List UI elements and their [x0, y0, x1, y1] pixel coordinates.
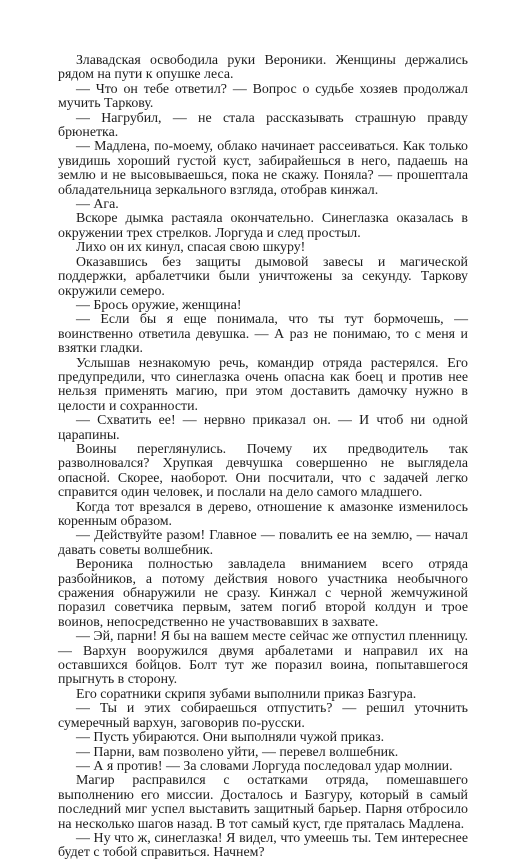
paragraph: Вероника полностью завладела вниманием всего отряда разбойников, а потому действия нового участника необычного сражения обнаружили не сразу. Кинжал с черной жемчужиной поразил советчика первым, затем погиб второй колдун и трое воинов, непосредственно не участвовавших в захвате. [58, 557, 468, 630]
paragraph: — Схватить ее! — нервно приказал он. — И чтоб ни одной царапины. [58, 413, 468, 443]
book-page [58, 54, 468, 861]
paragraph: Его соратники скрипя зубами выполнили приказ Базгура. [76, 686, 417, 702]
paragraph: — Мадлена, по-моему, облако начинает рассеиваться. Как только увидишь хороший густой куст, забирайешься в него, падаешь на землю и не высовываешься, пока не скажу. Поняла? — прошептала обладательница зеркального взгляда, отобрав кинжал. [58, 139, 468, 198]
paragraph: — Ты и этих собираешься отпустить? — решил уточнить сумеречный вархун, заговорив по-русски. [58, 701, 468, 731]
paragraph: — Ага. [76, 197, 119, 213]
paragraph: Вскоре дымка растаяла окончательно. Синеглазка оказалась в окружении трех стрелков. Лоргуда и след простыл. [58, 211, 468, 241]
paragraph: Лихо он их кинул, спасая свою шкуру! [76, 240, 306, 256]
paragraph: — Брось оружие, женщина! [76, 297, 242, 313]
paragraph: — Нагрубил, — не стала рассказывать страшную правду брюнетка. [58, 110, 468, 141]
paragraph: — Парни, вам позволено уйти, — перевел волшебник. [76, 744, 399, 760]
paragraph: Воины переглянулись. Почему их предводитель так разволновался? Хрупкая девчушка совершенно не выглядела опасной. Скорее, наоборот. Они посчитали, что с задачей легко справится один человек, и послали на дело самого младшего. [58, 441, 468, 501]
paragraph: — Если бы я еще понимала, что ты тут бормочешь, — воинственно ответила девушка. — А раз не понимаю, то с меня и взятки гладки. [58, 312, 468, 357]
paragraph: — Эй, парни! Я бы на вашем месте сейчас же отпустил пленницу. — Вархун вооружился двумя арбалетами и направил их на оставшихся бойцов. Болт тут же поразил воина, попытавшегося прыгнуть в сторону. [58, 629, 468, 688]
paragraph: Оказавшись без защиты дымовой завесы и магической поддержки, арбалетчики были уничтожены за секунду. Таркову окружили семеро. [58, 254, 468, 299]
paragraph: — Что он тебе ответил? — Вопрос о судьбе хозяев продолжал мучить Таркову. [58, 81, 468, 112]
paragraph: Когда тот врезался в дерево, отношение к амазонке изменилось коренным образом. [58, 499, 468, 529]
paragraph: — Пусть убираются. Они выполняли чужой приказ. [76, 730, 385, 746]
paragraph: Магир расправился с остатками отряда, помешавшего выполнению его миссии. Досталось и Базгуру, который в самый последний миг успел выставить защитный барьер. Парня отбросило на несколько шагов назад. В тот самый куст, где пряталась Мадлена. [58, 773, 468, 832]
paragraph: — Действуйте разом! Главное — повалить ее на землю, — начал давать советы волшебник. [58, 528, 468, 558]
paragraph: Услышав незнакомую речь, командир отряда растерялся. Его предупредили, что синеглазка очень опасна как боец и против нее нельзя применять магию, при этом доставить дамочку нужно в целости и сохранности. [58, 355, 468, 414]
paragraph: — А я против! — За словами Лоргуда последовал удар молнии. [76, 758, 453, 774]
paragraph: Злавадская освободила руки Вероники. Женщины держались рядом на пути к опушке леса. [58, 53, 468, 83]
paragraph: — Ну что ж, синеглазка! Я видел, что умеешь ты. Тем интереснее будет с тобой справиться. Начнем? [58, 830, 468, 861]
